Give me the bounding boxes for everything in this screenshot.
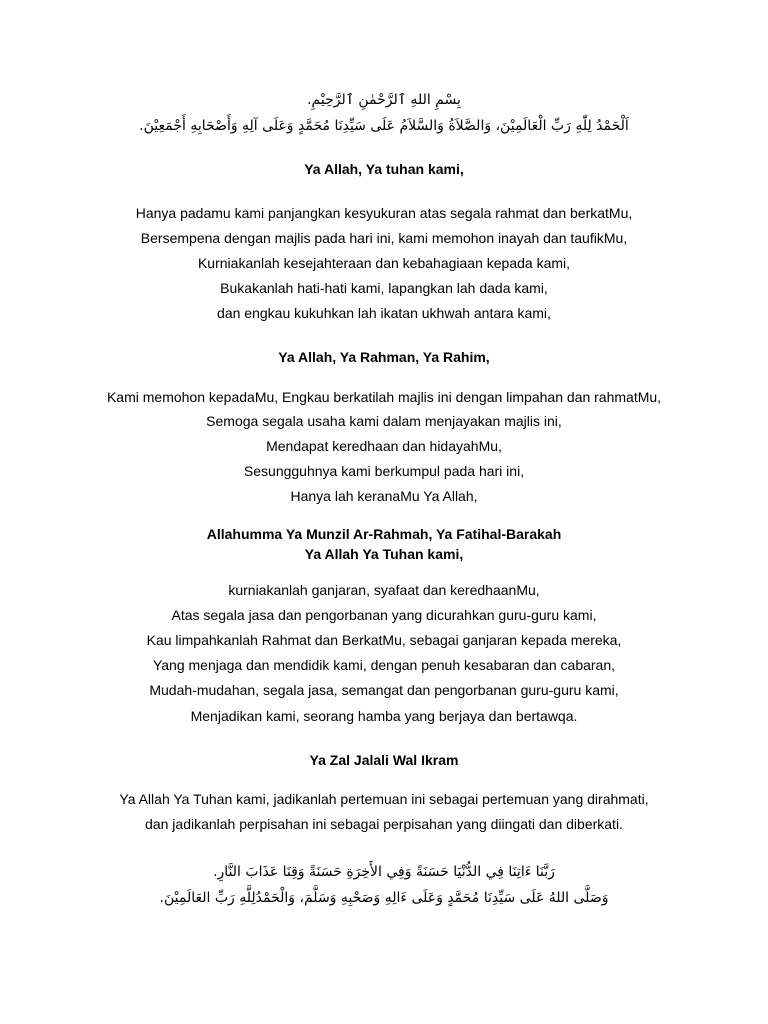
paragraph-line: Ya Allah Ya Tuhan kami, jadikanlah pertemuan ini sebagai pertemuan yang dirahmati, xyxy=(119,791,649,807)
paragraph-line: Menjadikan kami, seorang hamba yang berjaya dan bertawqa. xyxy=(190,708,578,724)
section-heading-1: Ya Allah, Ya tuhan kami, xyxy=(304,161,464,177)
section-heading-3: Allahumma Ya Munzil Ar-Rahmah, Ya Fatihal-Barakah xyxy=(206,526,562,542)
section-heading-2: Ya Allah, Ya Rahman, Ya Rahim, xyxy=(278,349,490,365)
paragraph-line: Kami memohon kepadaMu, Engkau berkatilah majlis ini dengan limpahan dan rahmatMu, xyxy=(106,389,662,405)
paragraph-line: dan jadikanlah perpisahan ini sebagai perpisahan yang diingati dan diberkati. xyxy=(145,816,623,832)
paragraph-line: Bukakanlah hati-hati kami, lapangkan lah dada kami, xyxy=(220,280,548,296)
paragraph-line: Hanya lah keranaMu Ya Allah, xyxy=(290,488,478,504)
paragraph-line: Mendapat keredhaan dan hidayahMu, xyxy=(266,438,502,454)
paragraph-line: Mudah-mudahan, segala jasa, semangat dan pengorbanan guru-guru kami, xyxy=(149,682,619,698)
paragraph-line: Hanya padamu kami panjangkan kesyukuran atas segala rahmat dan berkatMu, xyxy=(135,205,633,221)
salawat-closing: وَصَلَّى اللهُ عَلَى سَيِّدِنَا مُحَمَّدٍ وَعَلَى ءَالِهِ وَصَحْبِهِ وَسَلَّمَ، وَالْحَمْدُلِلَّهِ رَبِّ العَالَمِيْنَ. xyxy=(159,890,609,906)
hamdalah: اَلْحَمْدُ لِلّٰهِ رَبِّ الْعَالَمِيْنَ، وَالصَّلاَةُ وَالسَّلاَمُ عَلَى سَيِّدِنَا مُحَمَّدٍ وَعَلَى آلِهِ وَأَصْحَابِهِ أَجْمَعِيْنَ. xyxy=(139,118,629,134)
paragraph-line: Atas segala jasa dan pengorbanan yang dicurahkan guru-guru kami, xyxy=(171,607,597,623)
paragraph-line: kurniakanlah ganjaran, syafaat dan keredhaanMu, xyxy=(228,582,540,598)
paragraph-line: Semoga segala usaha kami dalam menjayakan majlis ini, xyxy=(206,413,562,429)
paragraph-line: Bersempena dengan majlis pada hari ini, kami memohon inayah dan taufikMu, xyxy=(140,230,628,246)
paragraph-line: Kurniakanlah kesejahteraan dan kebahagiaan kepada kami, xyxy=(197,255,571,271)
paragraph-line: dan engkau kukuhkan lah ikatan ukhwah antara kami, xyxy=(217,305,551,321)
paragraph-line: Sesungguhnya kami berkumpul pada hari ini, xyxy=(243,463,525,479)
rabbana-prayer: رَبَّنَا ءَاتِنَا فِي الدُّنْيَا حَسَنَةً وَفِي الأَخِرَةِ حَسَنَةً وَقِنَا عَذَابَ النَّارِ. xyxy=(213,864,555,880)
paragraph-line: Kau limpahkanlah Rahmat dan BerkatMu, sebagai ganjaran kepada mereka, xyxy=(146,632,622,648)
paragraph-line: Yang menjaga dan mendidik kami, dengan penuh kesabaran dan cabaran, xyxy=(152,657,616,673)
section-heading-4: Ya Zal Jalali Wal Ikram xyxy=(309,752,459,768)
section-heading-3-sub: Ya Allah Ya Tuhan kami, xyxy=(304,546,464,562)
bismillah: بِسْمِ اللهِ ٱلرَّحْمٰنِ ٱلرَّحِيْمِ. xyxy=(307,92,461,108)
